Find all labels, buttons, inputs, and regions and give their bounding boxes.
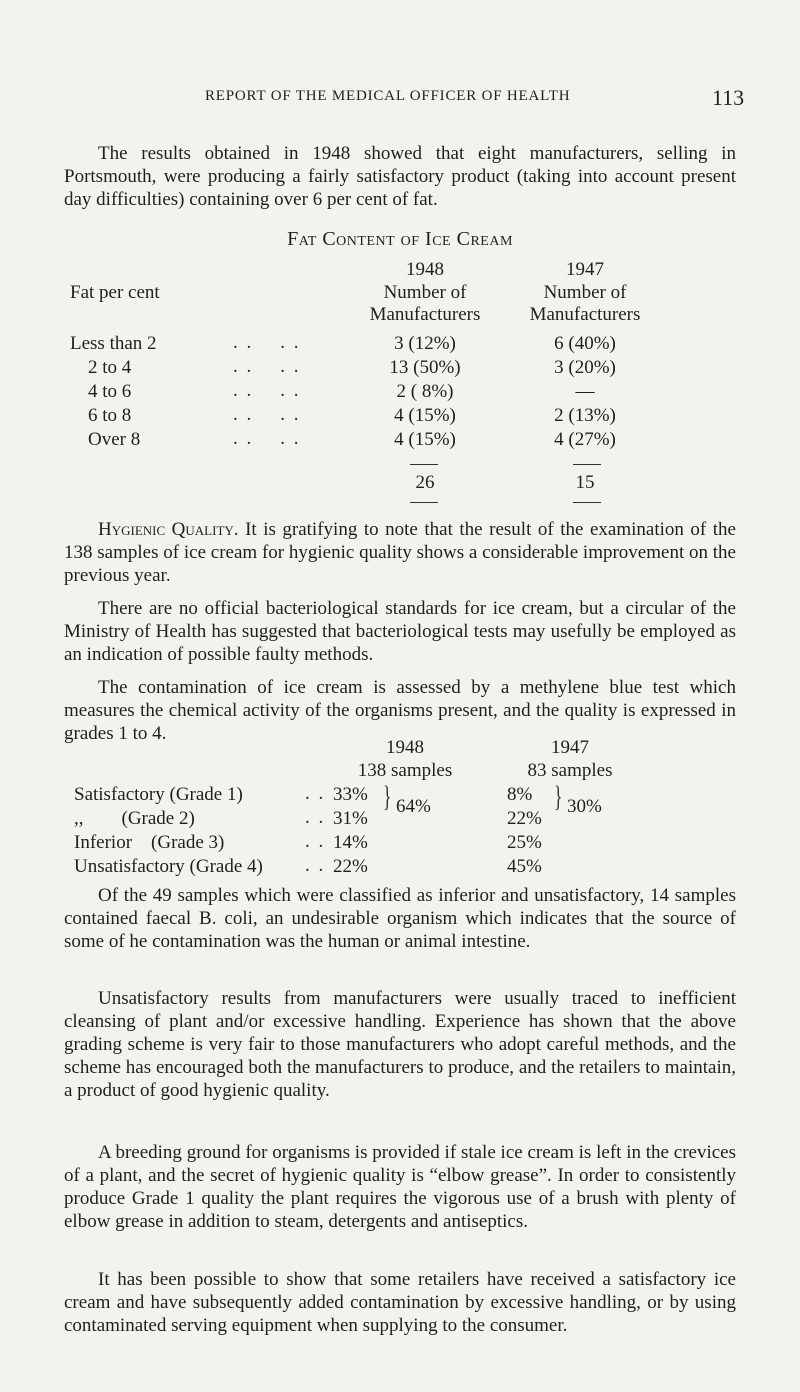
leader-dots: . . . . — [233, 356, 301, 377]
leader-dots: . . . . — [233, 428, 301, 449]
grade-value-1948: 31% — [333, 808, 368, 829]
combined-1947: 30% — [567, 796, 602, 817]
fat-table-title: Fat Content of Ice Cream — [287, 228, 513, 250]
fat-col-header-1948-l2: Manufacturers — [369, 304, 481, 325]
hygienic-heading: Hygienic Quality. — [98, 519, 239, 540]
hygienic-paragraph — [64, 518, 736, 587]
fat-value-1948: 2 ( 8%) — [396, 381, 454, 402]
fat-value-1948: 4 (15%) — [394, 405, 456, 426]
grade-samples-1948: 138 samples — [357, 760, 453, 781]
grade-samples-1947: 83 samples — [527, 760, 613, 781]
fat-col-header-1947-l1: Number of — [543, 282, 627, 303]
contamination-paragraph: The contamination of ice cream is assessed by a methylene blue test which measures the chemical activity of the organisms present, and the quality is expressed in grades 1 to 4. — [64, 677, 736, 744]
intro-paragraph: The results obtained in 1948 showed that eight manufacturers, selling in Portsmouth, were producing a fairly satisfactory product (taking into account present day difficulties) containing over 6 per cent of fat. — [64, 143, 736, 210]
leader-dots: . . . . — [233, 332, 301, 353]
fat-year-1948: 1948 — [406, 259, 444, 280]
fat-row-label: Over 8 — [88, 429, 141, 450]
grade-row-label: Inferior (Grade 3) — [74, 832, 225, 853]
unsatisfactory-paragraph: Unsatisfactory results from manufacturers were usually traced to inefficient cleansing of plant and/or excessive handling. Experience has shown that the above grading scheme is very fair to those manufacturers who adopt careful methods, and the scheme has encouraged both the manufacturers to produce, and the retailers to maintain, a product of good hygienic quality. — [64, 988, 736, 1101]
leader-dots: . . . . — [233, 380, 301, 401]
fat-row-header: Fat per cent — [70, 282, 160, 303]
combined-1948: 64% — [396, 796, 431, 817]
grade-value-1947: 45% — [507, 856, 542, 877]
grade-row-label: Unsatisfactory (Grade 4) — [74, 856, 263, 877]
samples-paragraph: Of the 49 samples which were classified as inferior and unsatisfactory, 14 samples contained faecal B. coli, an undesirable organism which indicates that the source of some of he contamination was the human or animal intestine. — [64, 885, 736, 952]
fat-row-label: 2 to 4 — [88, 357, 132, 378]
leader-dots: . . — [305, 783, 326, 804]
brace-1948: } — [382, 780, 392, 813]
fat-value-1947: 3 (20%) — [554, 357, 616, 378]
page-number: 113 — [712, 85, 745, 110]
standards-paragraph: There are no official bacteriological standards for ice cream, but a circular of the Ministry of Health has suggested that bacteriological tests may usefully be employed as an indication of possible faulty methods. — [64, 598, 736, 665]
grade-year-1948: 1948 — [386, 737, 424, 758]
leader-dots: . . — [305, 831, 326, 852]
leader-dots: . . . . — [233, 404, 301, 425]
fat-value-1948: 4 (15%) — [394, 429, 456, 450]
breeding-paragraph: A breeding ground for organisms is provided if stale ice cream is left in the crevices of a plant, and the secret of hygienic quality is “elbow grease”. In order to consistently produce Grade 1 quality the plant requires the vigorous use of a brush with plenty of elbow grease in addition to steam, detergents and antiseptics. — [64, 1142, 736, 1232]
grade-value-1947: 25% — [507, 832, 542, 853]
grade-row-label: Satisfactory (Grade 1) — [74, 784, 243, 805]
fat-col-header-1948-l1: Number of — [383, 282, 467, 303]
grade-value-1948: 22% — [333, 856, 368, 877]
double-rule — [573, 502, 601, 503]
fat-row-label: Less than 2 — [70, 333, 157, 354]
leader-dots: . . — [305, 807, 326, 828]
sum-rule — [573, 464, 601, 465]
hygienic-text: It is gratifying to note that the result of the examination of the 138 samples of ice cream for hygienic quality shows a considerable improvement on the previous year. — [64, 519, 736, 586]
fat-total-1947: 15 — [575, 472, 595, 493]
fat-year-1947: 1947 — [566, 259, 604, 280]
brace-1947: } — [553, 780, 563, 813]
fat-col-header-1947-l2: Manufacturers — [529, 304, 641, 325]
fat-value-1947: — — [575, 381, 595, 402]
fat-total-1948: 26 — [415, 472, 435, 493]
fat-value-1947: 2 (13%) — [554, 405, 616, 426]
retailers-paragraph: It has been possible to show that some retailers have received a satisfactory ice cream and have subsequently added contamination by excessive handling, or by using contaminated serving equipment when supplying to the consumer. — [64, 1269, 736, 1336]
fat-row-label: 4 to 6 — [88, 381, 132, 402]
sum-rule — [410, 464, 438, 465]
fat-row-label: 6 to 8 — [88, 405, 132, 426]
grade-value-1947: 8% — [507, 784, 533, 805]
fat-value-1947: 4 (27%) — [554, 429, 616, 450]
grade-value-1948: 33% — [333, 784, 368, 805]
grade-value-1948: 14% — [333, 832, 368, 853]
running-head: REPORT OF THE MEDICAL OFFICER OF HEALTH — [205, 88, 571, 104]
fat-value-1948: 13 (50%) — [389, 357, 461, 378]
leader-dots: . . — [305, 855, 326, 876]
page-header — [0, 85, 800, 118]
grade-value-1947: 22% — [507, 808, 542, 829]
fat-value-1948: 3 (12%) — [394, 333, 456, 354]
grade-year-1947: 1947 — [551, 737, 589, 758]
grade-row-label: ,, (Grade 2) — [74, 808, 195, 829]
double-rule — [410, 502, 438, 503]
fat-value-1947: 6 (40%) — [554, 333, 616, 354]
